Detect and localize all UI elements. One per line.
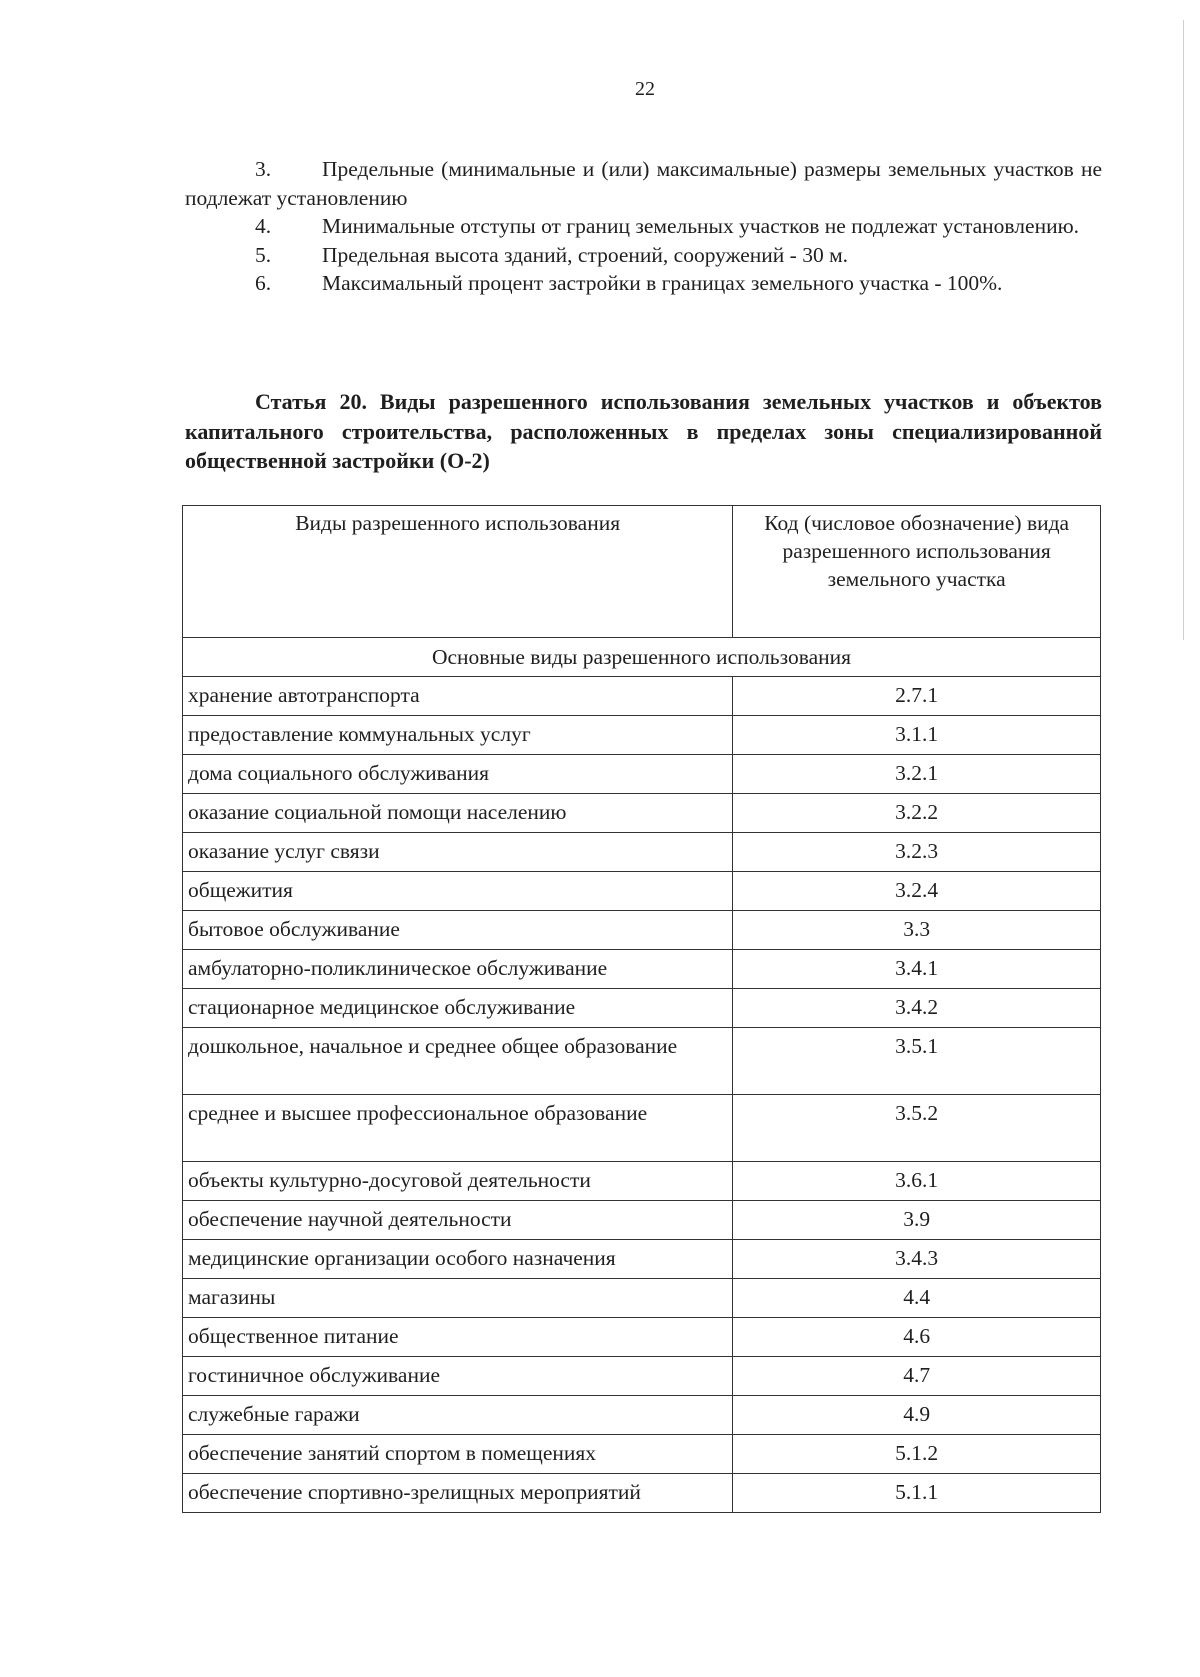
numbered-paragraphs [185,155,1102,298]
use-name-cell: дома социального обслуживания [183,755,733,794]
paragraph-number: 5. [255,242,272,267]
use-code-cell: 3.2.1 [733,755,1101,794]
section-title: Основные виды разрешенного использования [183,638,1101,677]
paragraph-item [185,269,1102,298]
table-row [183,755,1101,794]
use-code-cell: 3.4.3 [733,1240,1101,1279]
use-code-cell: 3.2.3 [733,833,1101,872]
article-heading: Статья 20. Виды разрешенного использования земельных участков и объектов капитального строительства, расположенных в пределах зоны специализированной общественной застройки (О-2) [185,389,1102,473]
use-name-cell: общежития [183,872,733,911]
use-name-cell: предоставление коммунальных услуг [183,716,733,755]
use-code-cell: 5.1.1 [733,1474,1101,1513]
paragraph-item [185,212,1102,241]
use-name-cell: оказание услуг связи [183,833,733,872]
use-code-cell: 4.9 [733,1396,1101,1435]
paragraph-item [185,241,1102,270]
paragraph-text: Предельные (минимальные и (или) максимальные) размеры земельных участков не подлежат установлению [185,157,1102,210]
table-row [183,1474,1101,1513]
use-code-cell: 3.3 [733,911,1101,950]
paragraph-number: 6. [255,271,272,295]
use-code-cell: 3.4.1 [733,950,1101,989]
use-name-cell: среднее и высшее профессиональное образование [183,1095,733,1162]
use-name-cell: бытовое обслуживание [183,911,733,950]
paragraph-item [185,155,1102,212]
use-name-cell: медицинские организации особого назначения [183,1240,733,1279]
table-row [183,911,1101,950]
table-header-row [183,506,1101,638]
header-use: Виды разрешенного использования [183,506,733,638]
use-code-cell: 5.1.2 [733,1435,1101,1474]
table-row [183,989,1101,1028]
use-code-cell: 3.1.1 [733,716,1101,755]
paragraph-text: Минимальные отступы от границ земельных участков не подлежат установлению. [322,214,1080,238]
use-name-cell: амбулаторно-поликлиническое обслуживание [183,950,733,989]
table-row [183,833,1101,872]
use-name-cell: обеспечение спортивно-зрелищных мероприятий [183,1474,733,1513]
use-name-cell: стационарное медицинское обслуживание [183,989,733,1028]
table-row [183,1095,1101,1162]
table-row [183,950,1101,989]
use-code-cell: 2.7.1 [733,677,1101,716]
use-name-cell: магазины [183,1279,733,1318]
table-row [183,1201,1101,1240]
table-row [183,1357,1101,1396]
table-row [183,1240,1101,1279]
table-row [183,1435,1101,1474]
page-number: 22 [635,78,655,100]
use-name-cell: общественное питание [183,1318,733,1357]
table-row [183,1028,1101,1095]
use-name-cell: гостиничное обслуживание [183,1357,733,1396]
use-code-cell: 4.4 [733,1279,1101,1318]
use-code-cell: 4.7 [733,1357,1101,1396]
use-code-cell: 3.5.2 [733,1095,1101,1162]
table-row [183,872,1101,911]
paragraph-text: Максимальный процент застройки в границах земельного участка - 100%. [322,271,1003,295]
table-row [183,716,1101,755]
paragraph-text: Предельная высота зданий, строений, сооружений - 30 м. [322,242,849,267]
use-name-cell: хранение автотранспорта [183,677,733,716]
use-name-cell: объекты культурно-досуговой деятельности [183,1162,733,1201]
table-row [183,794,1101,833]
use-name-cell: служебные гаражи [183,1396,733,1435]
use-code-cell: 3.4.2 [733,989,1101,1028]
use-name-cell: оказание социальной помощи населению [183,794,733,833]
header-code: Код (числовое обозначение) вида разрешенного использования земельного участка [733,506,1101,638]
use-code-cell: 3.6.1 [733,1162,1101,1201]
section-row [183,638,1101,677]
table-row [183,1318,1101,1357]
table-row [183,1396,1101,1435]
scan-edge-line [1183,20,1184,640]
use-code-cell: 3.9 [733,1201,1101,1240]
use-code-cell: 3.2.4 [733,872,1101,911]
permitted-use-table [182,505,1101,1513]
table-row [183,1279,1101,1318]
use-code-cell: 3.2.2 [733,794,1101,833]
use-name-cell: обеспечение научной деятельности [183,1201,733,1240]
paragraph-number: 4. [255,214,272,238]
use-code-cell: 3.5.1 [733,1028,1101,1095]
paragraph-number: 3. [255,157,272,181]
use-code-cell: 4.6 [733,1318,1101,1357]
table-row [183,1162,1101,1201]
use-name-cell: обеспечение занятий спортом в помещениях [183,1435,733,1474]
table-row [183,677,1101,716]
use-name-cell: дошкольное, начальное и среднее общее образование [183,1028,733,1095]
